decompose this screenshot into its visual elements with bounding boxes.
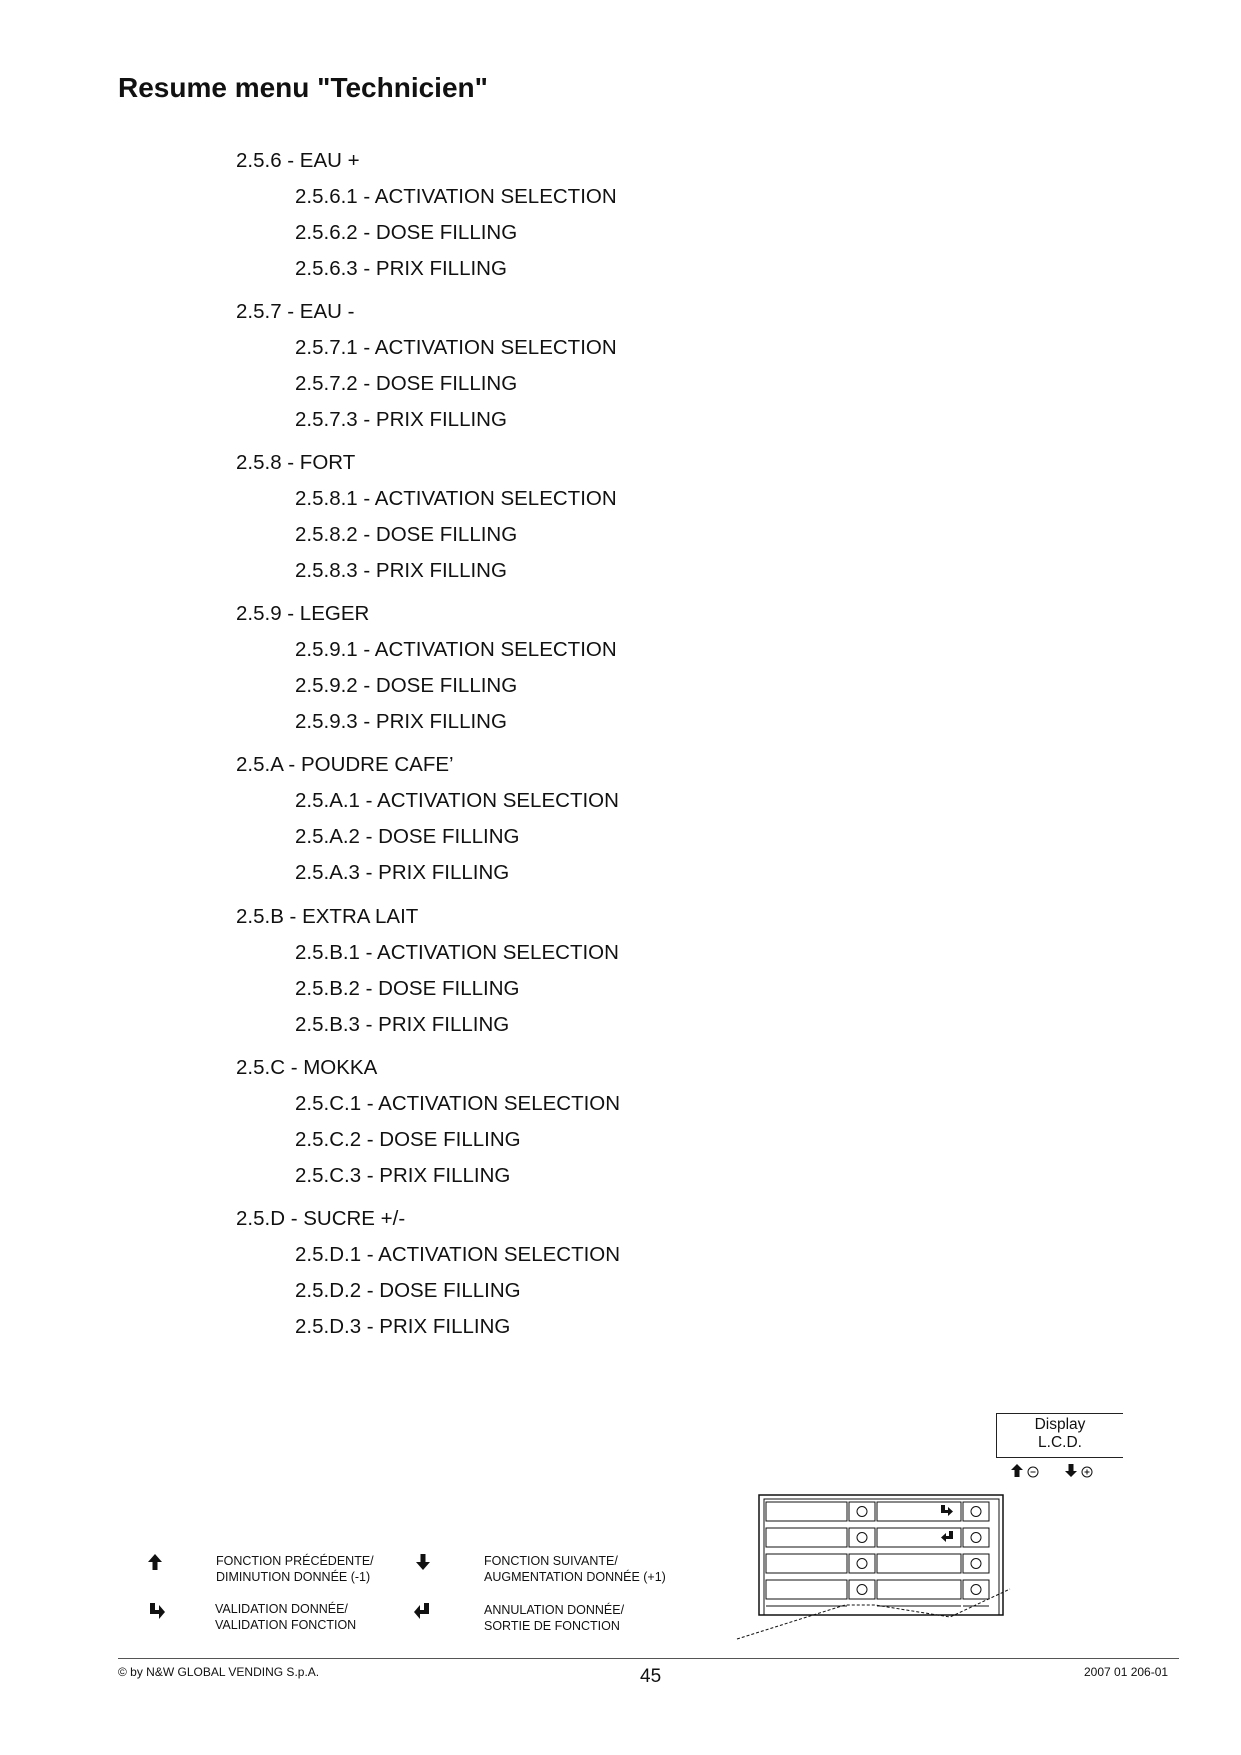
menu-item: 2.5.B.3 - PRIX FILLING [295,1013,510,1036]
menu-item: 2.5.9.1 - ACTIVATION SELECTION [295,638,617,661]
menu-item: 2.5.9.3 - PRIX FILLING [295,710,507,733]
keypad-panel-diagram [735,1493,1015,1643]
menu-section-heading: 2.5.8 - FORT [236,451,356,474]
menu-item: 2.5.7.3 - PRIX FILLING [295,408,507,431]
menu-item: 2.5.6.2 - DOSE FILLING [295,221,518,244]
menu-item: 2.5.D.1 - ACTIVATION SELECTION [295,1243,621,1266]
menu-item: 2.5.D.2 - DOSE FILLING [295,1279,521,1302]
back-arrow-icon [413,1602,431,1620]
menu-section-heading: 2.5.7 - EAU - [236,300,355,323]
menu-item: 2.5.D.3 - PRIX FILLING [295,1315,511,1338]
menu-item: 2.5.C.2 - DOSE FILLING [295,1128,521,1151]
menu-item: 2.5.A.3 - PRIX FILLING [295,861,510,884]
footer-rule [118,1658,1179,1659]
menu-item: 2.5.B.1 - ACTIVATION SELECTION [295,941,619,964]
legend-up-line1: FONCTION PRÉCÉDENTE/ [216,1554,374,1568]
menu-section-heading: 2.5.C - MOKKA [236,1056,378,1079]
menu-item: 2.5.A.2 - DOSE FILLING [295,825,520,848]
legend-up-line2: DIMINUTION DONNÉE (-1) [216,1570,371,1584]
arrow-up-minus-icon [1010,1463,1044,1479]
legend-down-line2: AUGMENTATION DONNÉE (+1) [484,1570,666,1584]
legend-up-text [216,1553,374,1585]
lcd-label-line2: L.C.D. [1038,1434,1082,1451]
legend-enter-text [215,1601,356,1633]
legend-down-line1: FONCTION SUIVANTE/ [484,1554,618,1568]
menu-item: 2.5.9.2 - DOSE FILLING [295,674,518,697]
legend-back-line2: SORTIE DE FONCTION [484,1619,620,1633]
menu-section-heading: 2.5.D - SUCRE +/- [236,1207,406,1230]
enter-arrow-icon [148,1602,166,1620]
lcd-label-line1: Display [1034,1416,1086,1433]
legend-back-text [484,1602,624,1634]
page-title: Resume menu "Technicien" [118,72,488,103]
arrow-down-icon [414,1553,432,1571]
menu-section-heading: 2.5.6 - EAU + [236,149,360,172]
menu-item: 2.5.6.3 - PRIX FILLING [295,257,507,280]
menu-item: 2.5.A.1 - ACTIVATION SELECTION [295,789,619,812]
legend-down-text [484,1553,666,1585]
menu-section-heading: 2.5.A - POUDRE CAFE’ [236,753,454,776]
arrow-up-icon [146,1553,164,1571]
legend-enter-line2: VALIDATION FONCTION [215,1618,357,1632]
footer-code: 2007 01 206-01 [1084,1665,1169,1679]
menu-section-heading: 2.5.B - EXTRA LAIT [236,905,419,928]
menu-item: 2.5.C.1 - ACTIVATION SELECTION [295,1092,621,1115]
page-number: 45 [640,1666,662,1687]
menu-item: 2.5.6.1 - ACTIVATION SELECTION [295,185,617,208]
menu-item: 2.5.8.2 - DOSE FILLING [295,523,518,546]
legend-enter-line1: VALIDATION DONNÉE/ [215,1602,348,1616]
arrow-down-plus-icon [1064,1463,1098,1479]
footer-copyright: © by N&W GLOBAL VENDING S.p.A. [118,1665,320,1679]
legend-back-line1: ANNULATION DONNÉE/ [484,1603,625,1617]
menu-item: 2.5.8.3 - PRIX FILLING [295,559,507,582]
menu-section-heading: 2.5.9 - LEGER [236,602,370,625]
menu-item: 2.5.B.2 - DOSE FILLING [295,977,520,1000]
menu-item: 2.5.7.1 - ACTIVATION SELECTION [295,336,617,359]
menu-item: 2.5.8.1 - ACTIVATION SELECTION [295,487,617,510]
menu-item: 2.5.7.2 - DOSE FILLING [295,372,518,395]
menu-item: 2.5.C.3 - PRIX FILLING [295,1164,511,1187]
